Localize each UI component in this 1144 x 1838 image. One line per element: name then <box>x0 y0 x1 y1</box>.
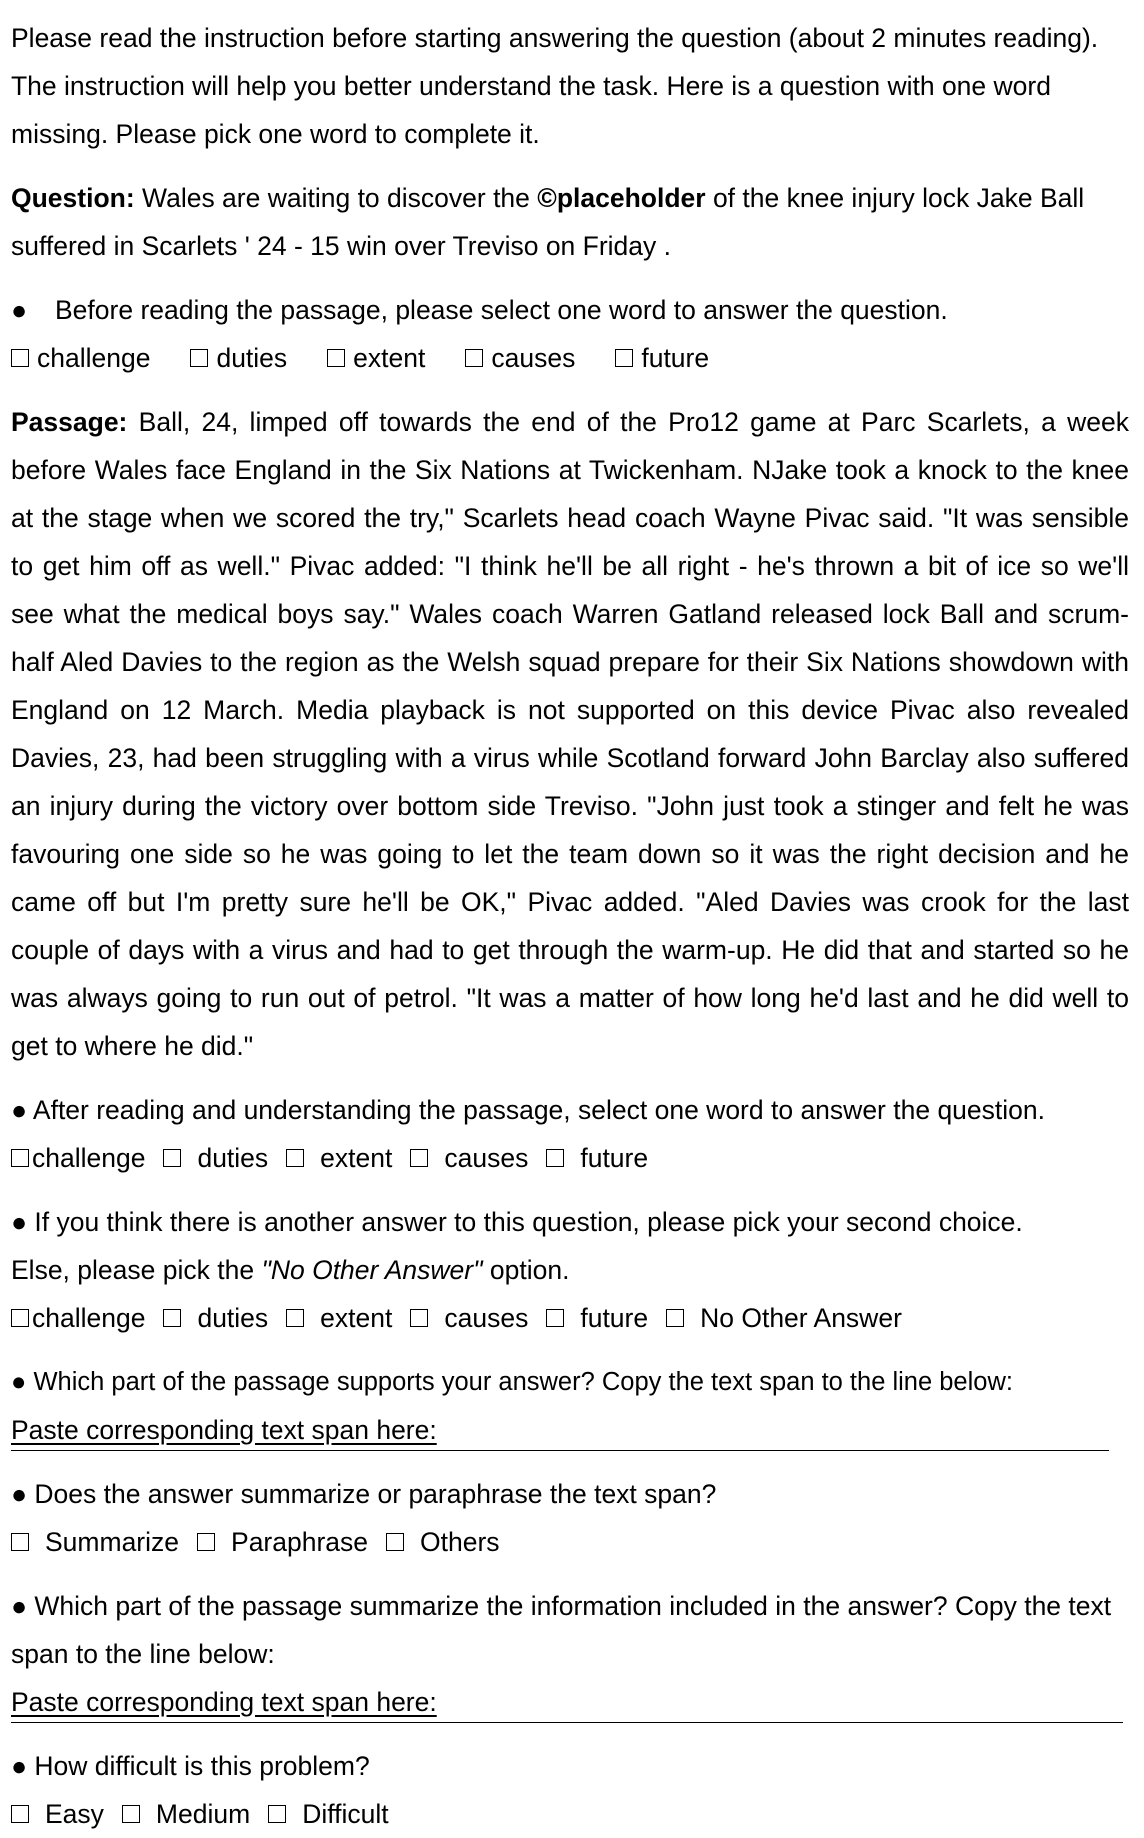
step7-option-difficult[interactable] <box>268 1799 388 1830</box>
checkbox[interactable] <box>465 349 483 367</box>
checkbox[interactable] <box>190 349 208 367</box>
step3-prompt-italic: "No Other Answer" <box>261 1254 483 1285</box>
step2-prompt-text: ● After reading and understanding the passage, select one word to answer the question. <box>11 1094 1045 1125</box>
step4-paste-field[interactable] <box>11 1406 1131 1454</box>
checkbox[interactable] <box>163 1309 181 1327</box>
checkbox[interactable] <box>286 1149 304 1167</box>
step1-option-duties[interactable] <box>190 343 287 374</box>
step2-prompt <box>11 1086 1131 1134</box>
question-label: Question: <box>11 183 135 213</box>
option-label: future <box>641 342 710 373</box>
instruction-text: Please read the instruction before starting answering the question (about 2 minutes reading). The instruction will help you better understand the task. Here is a question with one word missing. Please pick one word to complete it. <box>11 23 1099 149</box>
underline-rule <box>11 1722 1123 1723</box>
checkbox[interactable] <box>11 1309 29 1327</box>
question-placeholder: ©placeholder <box>537 183 706 213</box>
checkbox[interactable] <box>197 1533 215 1551</box>
step2-options <box>11 1134 1131 1182</box>
worksheet <box>11 14 1131 1838</box>
option-label: future <box>580 1302 649 1333</box>
option-label: No Other Answer <box>700 1302 902 1333</box>
checkbox[interactable] <box>286 1309 304 1327</box>
checkbox[interactable] <box>11 1533 29 1551</box>
step7-prompt <box>11 1742 1131 1790</box>
step1-option-causes[interactable] <box>465 343 575 374</box>
option-label: future <box>580 1142 649 1173</box>
checkbox[interactable] <box>11 349 29 367</box>
option-label: challenge <box>37 342 151 373</box>
option-label: challenge <box>32 1302 146 1333</box>
option-label: extent <box>320 1302 393 1333</box>
step5-prompt <box>11 1470 1131 1518</box>
checkbox[interactable] <box>546 1149 564 1167</box>
step1-prompt <box>11 286 1131 334</box>
step1-option-future[interactable] <box>615 343 709 374</box>
option-label: Easy <box>45 1798 104 1829</box>
passage-text: Ball, 24, limped off towards the end of the Pro12 game at Parc Scarlets, a week before Wales face England in the Six Nations at Twickenham. NJake took a knock to the knee at the stage when we scored the try," Scarlets head coach Wayne Pivac said. "It was sensible to get him off as well." Pivac added: "I think he'll be all right - he's thrown a bit of ice so we'll see what the medical boys say." Wales coach Warren Gatland released lock Ball and scrum-half Aled Davies to the region as the Welsh squad prepare for their Six Nations showdown with England on 12 March. Media playback is not supported on this device Pivac also revealed Davies, 23, had been struggling with a virus while Scotland forward John Barclay also suffered an injury during the victory over bottom side Treviso. "John just took a stinger and felt he was favouring one side so he was going to let the team down so it was the right decision and he came off but I'm pretty sure he'll be OK," Pivac added. "Aled Davies was crook for the last couple of days with a virus and had to get through the warm-up. He did that and started so he was always going to run out of petrol. "It was a matter of how long he'd last and he did well to get to where he did." <box>11 407 1129 1061</box>
option-label: extent <box>320 1142 393 1173</box>
step6-prompt-text: ● Which part of the passage summarize the information included in the answer? Copy the text span to the line below: <box>11 1591 1112 1669</box>
option-label: Others <box>420 1526 500 1557</box>
step6-prompt <box>11 1582 1126 1678</box>
step2-option-challenge[interactable] <box>11 1143 145 1174</box>
option-label: duties <box>197 1142 269 1173</box>
checkbox[interactable] <box>11 1805 29 1823</box>
checkbox[interactable] <box>410 1149 428 1167</box>
checkbox[interactable] <box>122 1805 140 1823</box>
checkbox[interactable] <box>268 1805 286 1823</box>
step3-prompt-line2 <box>11 1246 1131 1294</box>
step4-prompt <box>11 1358 1131 1406</box>
option-label: duties <box>197 1302 269 1333</box>
checkbox[interactable] <box>666 1309 684 1327</box>
step3-prompt-before: Else, please pick the <box>11 1254 255 1285</box>
step1-option-extent[interactable] <box>327 343 425 374</box>
option-label: causes <box>491 342 576 373</box>
step1-prompt-text: Before reading the passage, please select one word to answer the question. <box>55 294 948 325</box>
step2-option-extent[interactable] <box>286 1143 392 1174</box>
passage-block <box>11 398 1129 1070</box>
checkbox[interactable] <box>327 349 345 367</box>
step1-options <box>11 334 1131 382</box>
step5-options <box>11 1518 1131 1566</box>
step5-option-paraphrase[interactable] <box>197 1527 368 1558</box>
option-label: duties <box>216 342 288 373</box>
passage-label: Passage: <box>11 407 128 437</box>
step3-option-duties[interactable] <box>163 1303 268 1334</box>
option-label: challenge <box>32 1142 146 1173</box>
step3-option-future[interactable] <box>546 1303 648 1334</box>
checkbox[interactable] <box>163 1149 181 1167</box>
option-label: causes <box>444 1302 529 1333</box>
step2-option-causes[interactable] <box>410 1143 528 1174</box>
step3-prompt <box>11 1198 1131 1246</box>
step1-option-challenge[interactable] <box>11 343 150 374</box>
paste-label: Paste corresponding text span here: <box>11 1687 437 1717</box>
step3-prompt-after: option. <box>489 1254 570 1285</box>
step7-prompt-text: ● How difficult is this problem? <box>11 1750 370 1781</box>
checkbox[interactable] <box>410 1309 428 1327</box>
checkbox[interactable] <box>615 349 633 367</box>
step3-options <box>11 1294 1131 1342</box>
question-block <box>11 174 1121 270</box>
option-label: Paraphrase <box>231 1526 369 1557</box>
step4-prompt-text: ● Which part of the passage supports your answer? Copy the text span to the line below: <box>11 1367 1013 1396</box>
step7-option-easy[interactable] <box>11 1799 104 1830</box>
option-label: causes <box>444 1142 529 1173</box>
underline-rule <box>11 1450 1109 1451</box>
step7-options <box>11 1790 1131 1838</box>
step5-prompt-text: ● Does the answer summarize or paraphrase the text span? <box>11 1478 717 1509</box>
option-label: Difficult <box>302 1798 389 1829</box>
question-text-after: of the knee injury lock Jake Ball suffered in Scarlets ' 24 - 15 win over Treviso on Friday . <box>11 183 1085 261</box>
step3-option-extent[interactable] <box>286 1303 392 1334</box>
step3-option-challenge[interactable] <box>11 1303 145 1334</box>
paste-label: Paste corresponding text span here: <box>11 1415 437 1445</box>
checkbox[interactable] <box>546 1309 564 1327</box>
step7-option-medium[interactable] <box>122 1799 250 1830</box>
step5-option-summarize[interactable] <box>11 1527 179 1558</box>
step2-option-duties[interactable] <box>163 1143 268 1174</box>
step5-option-others[interactable] <box>386 1527 500 1558</box>
step3-prompt-text: ● If you think there is another answer to this question, please pick your second choice. <box>11 1206 1023 1237</box>
checkbox[interactable] <box>386 1533 404 1551</box>
question-text-before: Wales are waiting to discover the <box>142 183 530 213</box>
option-label: Summarize <box>45 1526 180 1557</box>
option-label: extent <box>353 342 426 373</box>
step6-paste-field[interactable] <box>11 1678 1131 1726</box>
step2-option-future[interactable] <box>546 1143 648 1174</box>
step1-bullet: ● <box>11 294 28 325</box>
option-label: Medium <box>155 1798 251 1829</box>
checkbox[interactable] <box>11 1149 29 1167</box>
step3-option-no-other-answer[interactable] <box>666 1303 902 1334</box>
step3-option-causes[interactable] <box>410 1303 528 1334</box>
